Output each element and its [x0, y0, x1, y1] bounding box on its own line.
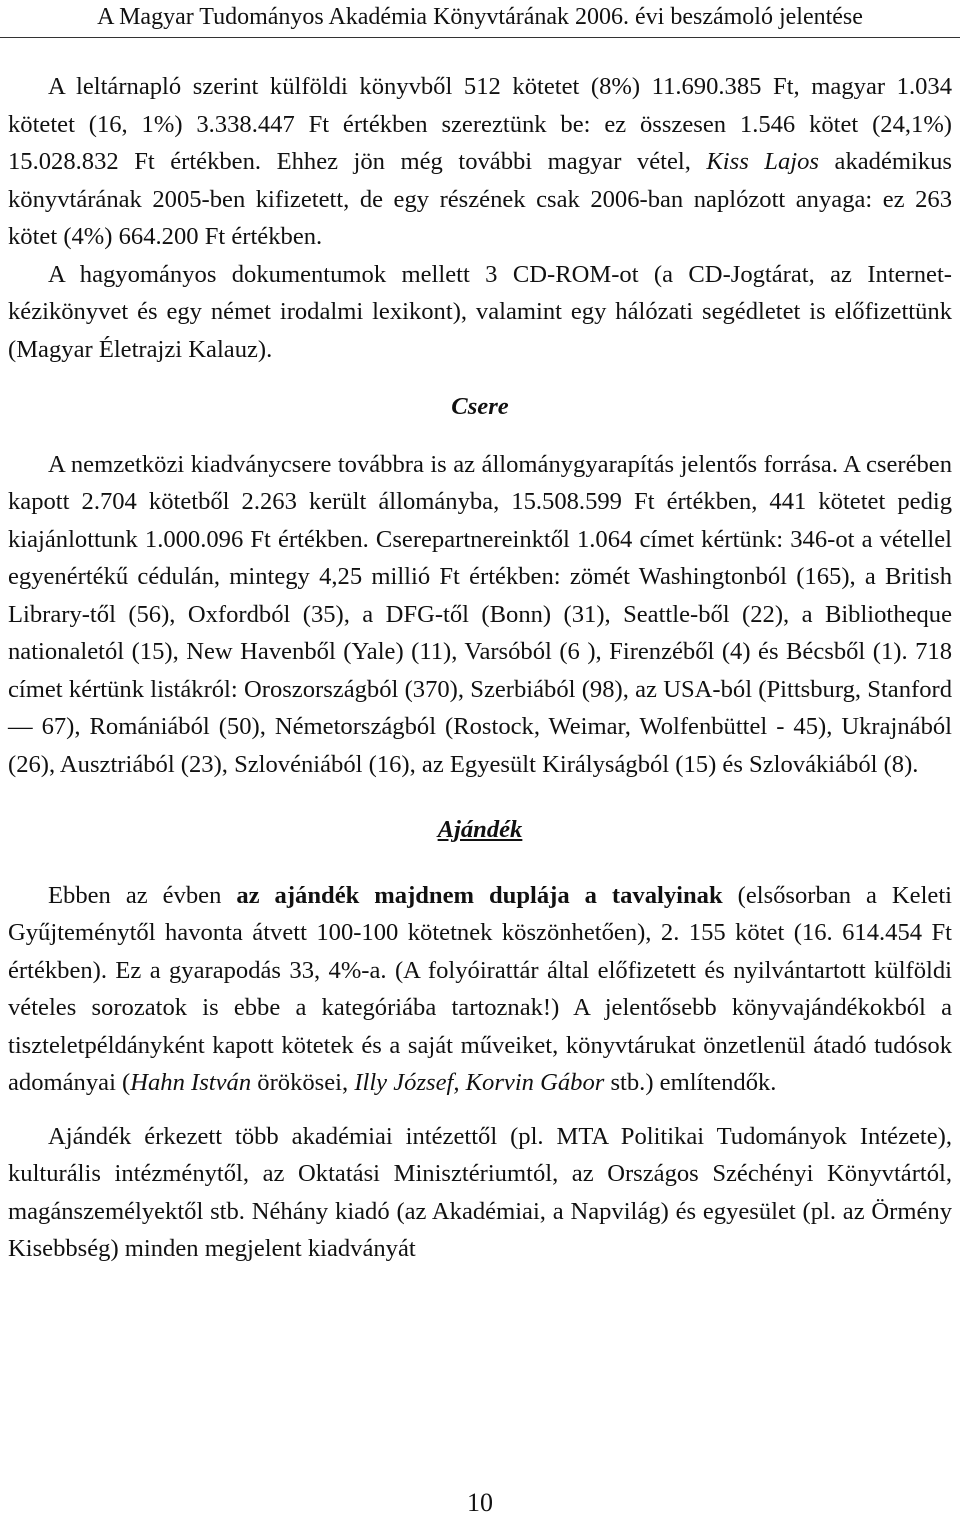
- emphasis-text: az ajándék majdnem duplája a tavalyinak: [236, 881, 723, 909]
- header-title: A Magyar Tudományos Akadémia Könyvtárának 2006. évi beszámoló jelentése: [97, 4, 863, 30]
- page-number: 10: [467, 1488, 493, 1517]
- paragraph-exchange: A nemzetközi kiadványcsere továbbra is az állománygyarapítás jelentős forrása. A cserében kapott 2.704 kötetből 2.263 került állományba, 15.508.599 Ft értékben, 441 kötetet pedig kiajánlottunk 1.000.096 Ft értékben. Cserepartnereinktől 1.064 címet kértünk: 346-ot a vétellel egyenértékű cédulán, mintegy 4,25 millió Ft értékben: zömét Washingtonból (165), a British Library-től (56), Oxfordból (35), a DFG-től (Bonn) (31), Seattle-ből (22), a Bibliotheque nationaletól (15), New Havenből (Yale) (11), Varsóból (6 ), Firenzéből (4) és Bécsből (1). 718 címet kértünk listákról: Oroszországból (370), Szerbiából (98), az USA-ból (Pittsburg, Stanford — 67), Romániából (50), Németországból (Rostock, Weimar, Wolfenbüttel - 45), Ukrajnából (26), Ausztriából (23), Szlovéniából (16), az Egyesült Királyságból (15) és Szlovákiából (8).: [8, 450, 952, 778]
- paragraph-text: (elsősorban a Keleti Gyűjteménytől havonta átvett 100-100 kötetnek köszönhetően), 2. 155 kötet (16. 614.454 Ft értékben). Ez a gyarapodás 33, 4%-a. (A folyóirattár által előfizetett és nyilvántartott külföldi vételes sorozatok is ebbe a kategóriába tartoznak!) A jelentősebb könyvajándékokból a tiszteletpéldányként kapott kötetek és a saját műveiket, könyvtárukat önzetlenül átadó tudósok adományai (: [8, 881, 952, 1096]
- paragraph-gifts: [8, 877, 952, 1102]
- person-name: Kiss Lajos: [706, 148, 819, 175]
- paragraph-text: örökösei,: [251, 1069, 355, 1096]
- paragraph-gift-sources: Ajándék érkezett több akadémiai intézettől (pl. MTA Politikai Tudományok Intézete), kulturális intézménytől, az Oktatási Minisztériumtól, az Országos Széchényi Könyvtártól, magánszemélyektől stb. Néhány kiadó (az Akadémiai, a Napvilág) és egyesület (pl. az Örmény Kisebbség) minden megjelent kiadványát: [8, 1122, 952, 1262]
- paragraph-text: stb.) említendők.: [604, 1069, 777, 1096]
- paragraph-text: Ebben az évben: [48, 881, 237, 909]
- paragraph-cdrom: A hagyományos dokumentumok mellett 3 CD-ROM-ot (a CD-Jogtárat, az Internet-kézikönyvet és egy német irodalmi lexikont), valamint egy hálózati segédletet is előfizettünk (Magyar Életrajzi Kalauz).: [8, 260, 952, 363]
- running-header: [0, 0, 960, 38]
- person-name: Hahn István: [130, 1069, 252, 1096]
- paragraph-acquisition: [8, 68, 952, 256]
- paragraph-text: akadémikus könyvtárának 2005-ben kifizetett, de egy részének csak 2006-ban naplózott anyaga: ez 263 kötet (4%) 664.200 Ft értékben.: [8, 148, 952, 250]
- paragraph-text: A leltárnapló szerint külföldi könyvből 512 kötetet (8%) 11.690.385 Ft, magyar 1.034 kötetet (16, 1%) 3.338.447 Ft értékben szereztünk be: ez összesen 1.546 kötet (24,1%) 15.028.832 Ft értékben. Ehhez jön még további magyar vétel,: [8, 73, 952, 175]
- section-heading-csere: Csere: [451, 393, 509, 420]
- person-name: Illy József, Korvin Gábor: [354, 1069, 605, 1096]
- page-body: [8, 68, 952, 1268]
- section-heading-ajandek: Ajándék: [437, 816, 523, 843]
